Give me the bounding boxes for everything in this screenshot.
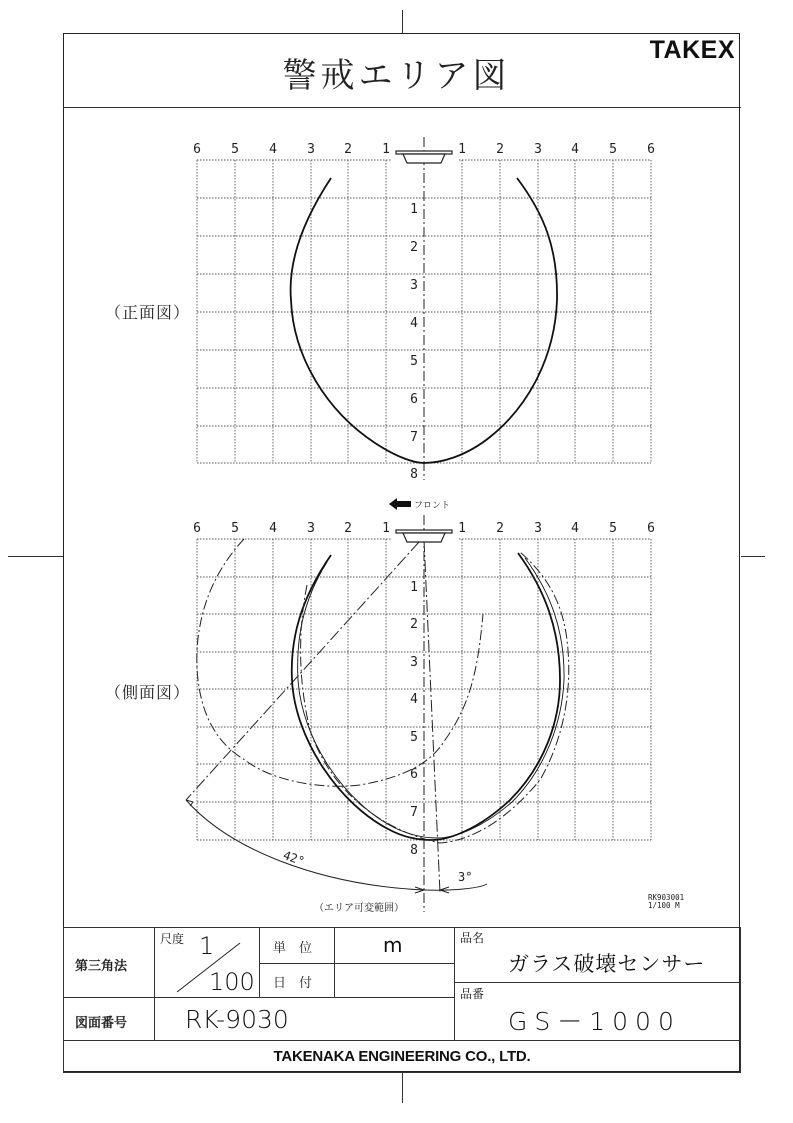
unit-value: m — [383, 933, 403, 957]
svg-text:4: 4 — [410, 316, 418, 331]
svg-text:3: 3 — [307, 521, 315, 536]
svg-text:5: 5 — [231, 142, 239, 157]
svg-text:3: 3 — [410, 655, 418, 670]
company-footer: TAKENAKA ENGINEERING CO., LTD. — [273, 1048, 531, 1065]
svg-text:1: 1 — [382, 142, 390, 157]
svg-text:8: 8 — [410, 467, 418, 482]
front-arrow-icon — [389, 498, 411, 510]
svg-text:4: 4 — [269, 521, 277, 536]
product-no: GS－1000 — [508, 1007, 681, 1036]
svg-text:4: 4 — [269, 142, 277, 157]
scale-numerator: 1 — [199, 932, 215, 960]
svg-text:2: 2 — [496, 142, 504, 157]
svg-text:4: 4 — [571, 521, 579, 536]
angle-arc — [186, 800, 487, 890]
drawing-ref-scale: 1/100 M — [648, 901, 680, 910]
svg-text:5: 5 — [410, 730, 418, 745]
svg-text:2: 2 — [496, 521, 504, 536]
angle-42-label: 42° — [281, 848, 307, 869]
unit-label: 単 位 — [273, 941, 313, 956]
drawing-title: 警戒エリア図 — [282, 56, 511, 96]
svg-text:7: 7 — [410, 805, 418, 820]
svg-text:2: 2 — [410, 617, 418, 632]
svg-text:5: 5 — [410, 354, 418, 369]
date-label: 日 付 — [273, 976, 313, 991]
svg-text:1: 1 — [458, 521, 466, 536]
scale-denominator: 100 — [209, 968, 255, 996]
svg-text:6: 6 — [193, 521, 201, 536]
svg-text:1: 1 — [410, 580, 418, 595]
svg-text:1: 1 — [458, 142, 466, 157]
side-view-label: （側面図） — [105, 683, 191, 702]
svg-text:1: 1 — [382, 521, 390, 536]
svg-text:7: 7 — [410, 430, 418, 445]
svg-text:5: 5 — [231, 521, 239, 536]
svg-text:5: 5 — [609, 521, 617, 536]
svg-text:5: 5 — [609, 142, 617, 157]
side-tilted-curve-right — [301, 552, 569, 843]
side-detection-curve-inner — [298, 558, 564, 838]
svg-text:4: 4 — [410, 692, 418, 707]
side-tilted-curve-left — [197, 539, 483, 786]
svg-text:6: 6 — [647, 521, 655, 536]
svg-text:3: 3 — [534, 142, 542, 157]
svg-text:3: 3 — [410, 278, 418, 293]
svg-text:3: 3 — [307, 142, 315, 157]
svg-text:6: 6 — [647, 142, 655, 157]
angle-3-label: 3° — [458, 870, 473, 884]
side-detection-curve — [292, 553, 560, 840]
svg-text:2: 2 — [344, 521, 352, 536]
svg-text:6: 6 — [410, 767, 418, 782]
svg-text:2: 2 — [344, 142, 352, 157]
svg-text:3: 3 — [534, 521, 542, 536]
drawing-no: RK-9030 — [185, 1005, 289, 1034]
tilt-42deg-line — [186, 542, 419, 800]
range-note: （エリア可変範囲） — [314, 903, 404, 914]
sensor-icon-side — [396, 530, 452, 542]
svg-text:1: 1 — [410, 202, 418, 217]
front-view-label: （正面図） — [105, 303, 191, 322]
svg-text:4: 4 — [571, 142, 579, 157]
projection-label: 第三角法 — [75, 959, 128, 974]
svg-text:2: 2 — [410, 240, 418, 255]
product-name-label: 品名 — [460, 931, 485, 945]
svg-text:6: 6 — [193, 142, 201, 157]
drawing-no-label: 図面番号 — [75, 1016, 128, 1031]
svg-text:8: 8 — [410, 843, 418, 858]
svg-text:6: 6 — [410, 392, 418, 407]
product-name: ガラス破壊センサー — [508, 952, 706, 976]
product-no-label: 品番 — [460, 987, 485, 1001]
brand-logo: TAKEX — [649, 36, 735, 64]
front-indicator-label: フロント — [414, 501, 451, 511]
registration-mark-bottom — [402, 1073, 403, 1103]
drawing-ref-code: RK903001 — [648, 893, 685, 902]
scale-label: 尺度 — [160, 932, 185, 946]
